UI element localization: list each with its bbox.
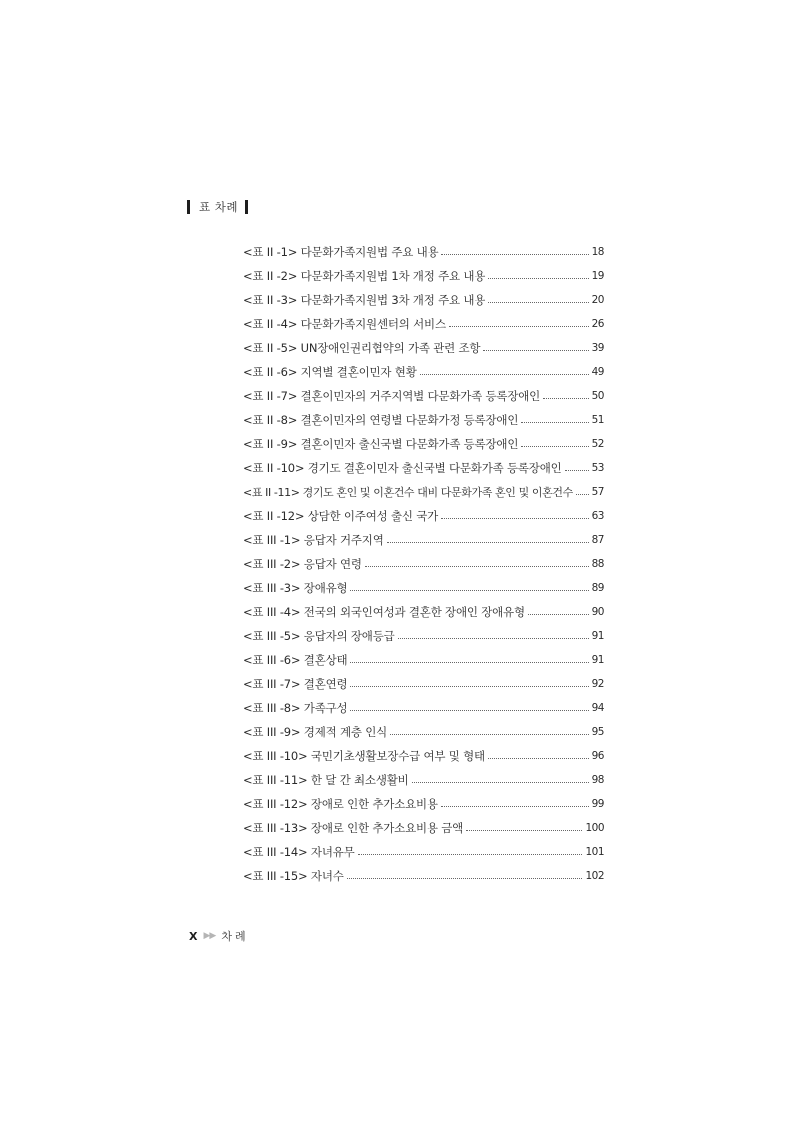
- toc-entry-page: 89: [591, 582, 604, 594]
- toc-entry[interactable]: [243, 504, 604, 528]
- dot-leader: [350, 662, 588, 663]
- toc-entry-label: <표 III -12> 장애로 인한 추가소요비용: [243, 797, 438, 811]
- toc-entry[interactable]: [243, 864, 604, 888]
- dot-leader: [488, 758, 589, 759]
- toc-entry-page: 100: [585, 822, 604, 834]
- toc-entry[interactable]: [243, 744, 604, 768]
- toc-entry-label: <표 II -9> 결혼이민자 출신국별 다문화가족 등록장애인: [243, 437, 519, 451]
- toc-entry-page: 49: [591, 366, 604, 378]
- toc-entry-label: <표 III -11> 한 달 간 최소생활비: [243, 773, 409, 787]
- toc-entry-label: <표 III -14> 자녀유무: [243, 845, 355, 859]
- heading-right-bar: [245, 200, 248, 214]
- dot-leader: [528, 614, 589, 615]
- toc-entry[interactable]: [243, 600, 604, 624]
- dot-leader: [390, 734, 589, 735]
- dot-leader: [466, 830, 582, 831]
- dot-leader: [350, 686, 588, 687]
- toc-entry[interactable]: [243, 384, 604, 408]
- toc-entry[interactable]: [243, 288, 604, 312]
- toc-entry-label: <표 II -8> 결혼이민자의 연령별 다문화가정 등록장애인: [243, 413, 519, 427]
- toc-entry-label: <표 II -7> 결혼이민자의 거주지역별 다문화가족 등록장애인: [243, 389, 541, 403]
- dot-leader: [483, 350, 588, 351]
- table-of-contents-list: [243, 240, 604, 888]
- toc-entry-page: 20: [591, 294, 604, 306]
- toc-entry-page: 39: [591, 342, 604, 354]
- dot-leader: [488, 302, 588, 303]
- page-footer: [189, 928, 249, 944]
- toc-entry[interactable]: [243, 792, 604, 816]
- toc-entry-page: 102: [585, 870, 604, 882]
- toc-entry[interactable]: [243, 816, 604, 840]
- toc-entry[interactable]: [243, 408, 604, 432]
- toc-entry[interactable]: [243, 624, 604, 648]
- toc-entry-label: <표 III -4> 전국의 외국인여성과 결혼한 장애인 장애유형: [243, 605, 525, 619]
- toc-entry[interactable]: [243, 432, 604, 456]
- dot-leader: [387, 542, 589, 543]
- toc-entry-label: <표 III -2> 응답자 연령: [243, 557, 362, 571]
- dot-leader: [565, 470, 589, 471]
- toc-entry-page: 51: [591, 414, 604, 426]
- page-number: X: [189, 929, 198, 943]
- toc-entry-page: 57: [591, 486, 604, 498]
- toc-entry-page: 63: [591, 510, 604, 522]
- footer-label: 차례: [221, 930, 249, 943]
- toc-entry-page: 26: [591, 318, 604, 330]
- toc-entry-page: 53: [591, 462, 604, 474]
- toc-entry[interactable]: [243, 696, 604, 720]
- toc-entry[interactable]: [243, 576, 604, 600]
- toc-entry-page: 52: [591, 438, 604, 450]
- toc-entry[interactable]: [243, 336, 604, 360]
- double-arrow-icon: ▶▶: [203, 931, 216, 941]
- toc-entry-page: 99: [591, 798, 604, 810]
- toc-entry-label: <표 II -3> 다문화가족지원법 3차 개정 주요 내용: [243, 293, 486, 307]
- toc-entry[interactable]: [243, 672, 604, 696]
- dot-leader: [350, 590, 588, 591]
- toc-entry[interactable]: [243, 240, 604, 264]
- toc-entry-label: <표 II -5> UN장애인권리협약의 가족 관련 조항: [243, 341, 481, 355]
- toc-entry-label: <표 III -6> 결혼상태: [243, 653, 348, 667]
- toc-entry-label: <표 III -8> 가족구성: [243, 701, 348, 715]
- dot-leader: [441, 806, 589, 807]
- dot-leader: [449, 326, 589, 327]
- toc-entry-page: 98: [591, 774, 604, 786]
- dot-leader: [365, 566, 589, 567]
- toc-entry-label: <표 III -7> 결혼연령: [243, 677, 348, 691]
- toc-entry-page: 91: [591, 630, 604, 642]
- toc-entry-page: 88: [591, 558, 604, 570]
- toc-entry[interactable]: [243, 528, 604, 552]
- toc-entry-label: <표 III -13> 장애로 인한 추가소요비용 금액: [243, 821, 464, 835]
- toc-entry-label: <표 III -9> 경제적 계층 인식: [243, 725, 388, 739]
- toc-entry-label: <표 III -15> 자녀수: [243, 869, 344, 883]
- section-title: 표 차례: [199, 200, 238, 214]
- toc-entry[interactable]: [243, 720, 604, 744]
- toc-entry[interactable]: [243, 768, 604, 792]
- toc-entry-page: 94: [591, 702, 604, 714]
- dot-leader: [543, 398, 589, 399]
- toc-entry-page: 50: [591, 390, 604, 402]
- dot-leader: [398, 638, 589, 639]
- toc-entry[interactable]: [243, 456, 604, 480]
- toc-entry-page: 18: [591, 246, 604, 258]
- toc-entry-label: <표 II -1> 다문화가족지원법 주요 내용: [243, 245, 439, 259]
- toc-entry[interactable]: [243, 552, 604, 576]
- dot-leader: [420, 374, 589, 375]
- toc-entry-label: <표 II -11> 경기도 혼인 및 이혼건수 대비 다문화가족 혼인 및 이혼건수: [243, 486, 573, 499]
- toc-entry-label: <표 III -3> 장애유형: [243, 581, 348, 595]
- toc-entry[interactable]: [243, 648, 604, 672]
- heading-left-bar: [187, 200, 190, 214]
- toc-entry-label: <표 II -2> 다문화가족지원법 1차 개정 주요 내용: [243, 269, 486, 283]
- toc-entry[interactable]: [243, 840, 604, 864]
- toc-entry-label: <표 II -12> 상담한 이주여성 출신 국가: [243, 509, 439, 523]
- toc-entry-label: <표 III -1> 응답자 거주지역: [243, 533, 384, 547]
- toc-entry[interactable]: [243, 312, 604, 336]
- toc-entry-label: <표 II -6> 지역별 결혼이민자 현황: [243, 365, 417, 379]
- section-heading: [187, 199, 248, 215]
- dot-leader: [358, 854, 583, 855]
- toc-entry-page: 96: [591, 750, 604, 762]
- dot-leader: [576, 494, 589, 495]
- toc-entry-label: <표 III -10> 국민기초생활보장수급 여부 및 형태: [243, 749, 485, 763]
- toc-entry-page: 92: [591, 678, 604, 690]
- toc-entry[interactable]: [243, 480, 604, 504]
- toc-entry[interactable]: [243, 264, 604, 288]
- toc-entry-page: 87: [591, 534, 604, 546]
- dot-leader: [412, 782, 589, 783]
- dot-leader: [347, 878, 583, 879]
- toc-entry-label: <표 II -4> 다문화가족지원센터의 서비스: [243, 317, 446, 331]
- dot-leader: [521, 422, 588, 423]
- toc-entry-label: <표 II -10> 경기도 결혼이민자 출신국별 다문화가족 등록장애인: [243, 461, 562, 475]
- dot-leader: [441, 254, 588, 255]
- toc-entry-page: 19: [591, 270, 604, 282]
- toc-entry-page: 95: [591, 726, 604, 738]
- dot-leader: [488, 278, 588, 279]
- toc-entry[interactable]: [243, 360, 604, 384]
- toc-entry-label: <표 III -5> 응답자의 장애등급: [243, 629, 395, 643]
- dot-leader: [350, 710, 588, 711]
- toc-entry-page: 91: [591, 654, 604, 666]
- dot-leader: [441, 518, 589, 519]
- toc-entry-page: 101: [585, 846, 604, 858]
- toc-entry-page: 90: [591, 606, 604, 618]
- dot-leader: [521, 446, 588, 447]
